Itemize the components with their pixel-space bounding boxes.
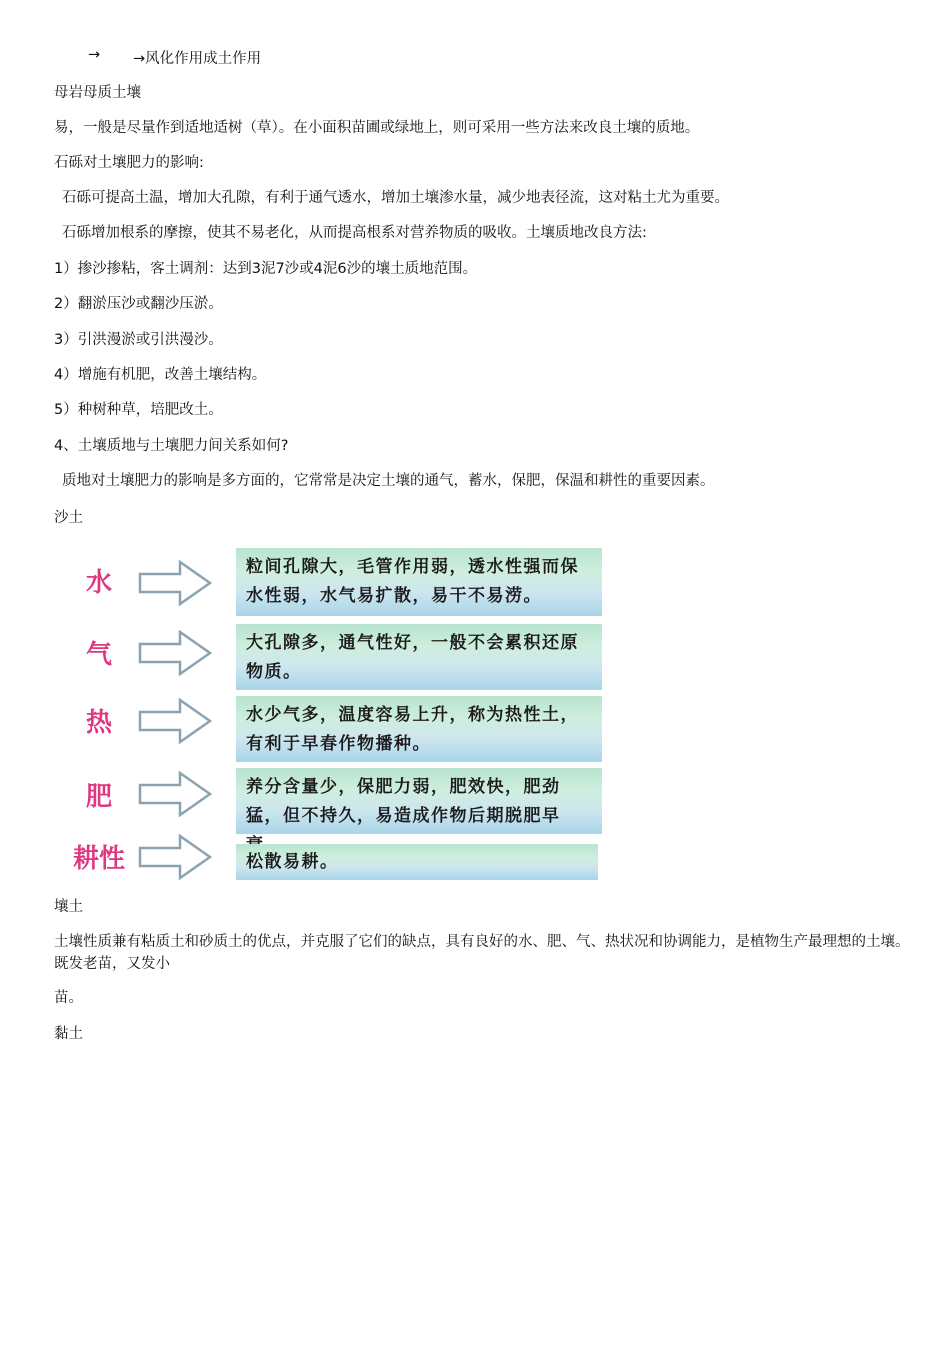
loam-heading: 壤土: [54, 899, 83, 915]
figure-row: [64, 624, 614, 690]
method-item: 2）翻淤压沙或翻沙压淤。: [54, 296, 223, 312]
row-label: 耕性: [72, 844, 125, 874]
gravel-heading: 石砾对土壤肥力的影响:: [54, 155, 204, 171]
right-arrow-icon: [138, 630, 212, 676]
loam-paragraph: 土壤性质兼有粘质土和砂质土的优点，并克服了它们的缺点，具有良好的水、肥、气、热状况和协调能力，是植物生产最理想的土壤。既发老苗，又发小: [54, 934, 910, 972]
figure-row: [64, 842, 614, 882]
row-description: 粒间孔隙大，毛管作用弱，透水性强而保水性弱，水气易扩散，易干不易涝。: [236, 548, 602, 616]
right-arrow-icon: [138, 834, 212, 880]
row-description: 大孔隙多，通气性好，一般不会累积还原物质。: [236, 624, 602, 690]
row-description: 松散易耕。: [236, 844, 598, 880]
right-arrow-icon: [138, 560, 212, 606]
row-label: 肥: [85, 782, 112, 812]
method-item: 3）引洪漫淤或引洪漫沙。: [54, 332, 223, 348]
arrow-glyph: →: [88, 47, 101, 63]
figure-row: [64, 768, 614, 834]
figure-row: [64, 548, 614, 616]
row-label: 水: [85, 568, 112, 598]
gravel-paragraph-2: 石砾增加根系的摩擦，使其不易老化，从而提高根系对营养物质的吸收。土壤质地改良方法:: [62, 225, 647, 241]
clay-heading: 黏土: [54, 1026, 83, 1042]
question-4: 4、土壤质地与土壤肥力间关系如何?: [54, 438, 289, 454]
right-arrow-icon: [138, 698, 212, 744]
row-description: 水少气多，温度容易上升，称为热性土，有利于早春作物播种。: [236, 696, 602, 762]
sandy-soil-figure: [64, 544, 614, 884]
row-label: 气: [85, 640, 112, 670]
sand-heading: 沙土: [54, 510, 83, 526]
right-arrow-icon: [138, 771, 212, 817]
weathering-line: →风化作用成土作用: [133, 51, 262, 67]
row-label: 热: [85, 708, 112, 738]
gravel-paragraph-1: 石砾可提高土温，增加大孔隙，有利于通气透水，增加土壤渗水量，减少地表径流，这对粘土尤为重要。: [62, 190, 729, 206]
method-item: 1）掺沙掺粘，客土调剂：达到3泥7沙或4泥6沙的壤土质地范围。: [54, 261, 478, 277]
row-description: 养分含量少，保肥力弱，肥效快，肥劲猛，但不持久，易造成作物后期脱肥早: [236, 768, 602, 834]
loam-paragraph-tail: 苗。: [54, 990, 83, 1006]
method-item: 5）种树种草，培肥改土。: [54, 402, 223, 418]
figure-row: [64, 696, 614, 762]
parent-material-line: 母岩母质土壤: [54, 85, 141, 101]
question-4-answer: 质地对土壤肥力的影响是多方面的，它常常是决定土壤的通气，蓄水，保肥，保温和耕性的重要因素。: [62, 473, 715, 489]
improvement-line: 易，一般是尽量作到适地适树（草）。在小面积苗圃或绿地上，则可采用一些方法来改良土壤的质地。: [54, 120, 700, 136]
method-item: 4）增施有机肥，改善土壤结构。: [54, 367, 267, 383]
